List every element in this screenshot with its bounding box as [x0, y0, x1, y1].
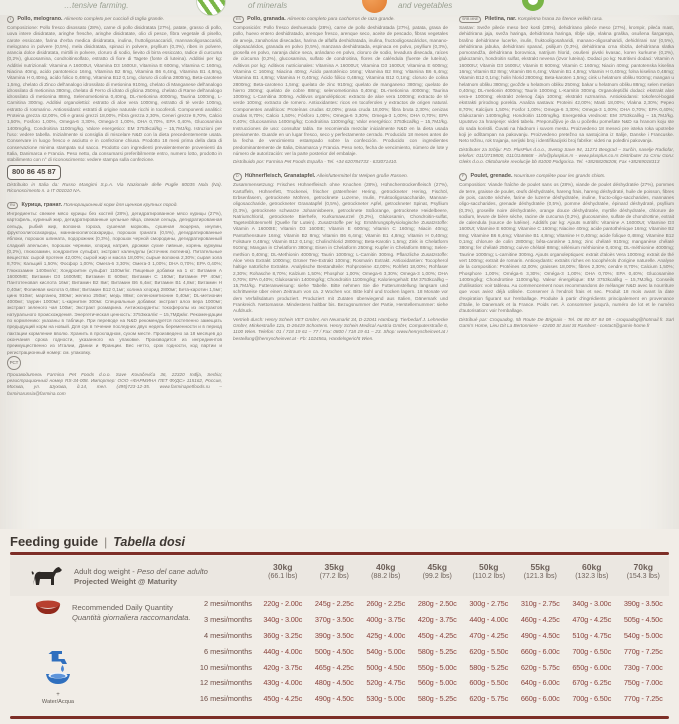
quantity-cell: 620g - 5.75c — [520, 662, 560, 672]
weight-column-header — [618, 556, 670, 596]
quantity-cell: 660g - 6.00c — [520, 646, 560, 656]
lang-tag-it: I — [7, 16, 14, 23]
lang-tag-fr: F — [459, 173, 467, 180]
product-name-de: Hühnerfleisch, Granatapfel. — [244, 173, 316, 180]
lbs-value: (88.2 lbs) — [371, 573, 401, 580]
front-text-fragment: of minerals — [248, 1, 288, 10]
quantity-cell: 460g - 4.25c — [520, 615, 560, 625]
pct-certification-icon: РСТ — [7, 356, 21, 370]
lbs-value: (110.2 lbs) — [472, 573, 506, 580]
age-label: 6 mesi/months — [203, 646, 252, 656]
quantity-cell: 670g - 6.25c — [572, 678, 612, 688]
quantity-cell: 560g - 5.00c — [417, 678, 457, 688]
product-subtitle-de: Alleinfuttermittel für Welpen große Rassen. — [316, 174, 408, 180]
quantity-cell: 505g - 4.50c — [623, 615, 663, 625]
lbs-value: (77.2 lbs) — [319, 573, 349, 580]
quantity-cell: 580g - 5.25c — [469, 662, 509, 672]
food-bowl-icon — [34, 599, 62, 621]
feeding-table — [10, 556, 669, 707]
product-subtitle-sr: Kompletna hrana za štence velikih rasa. — [517, 17, 603, 22]
lang-tag-sr: SRB MNE — [459, 16, 481, 23]
lang-tag-es: ES — [233, 16, 244, 23]
lang-block-german — [233, 173, 448, 341]
age-label: 2 mesi/months — [203, 599, 252, 609]
quantity-cell: 530g - 5.00c — [366, 694, 406, 704]
weight-column-header — [257, 556, 309, 596]
divider-rule-bottom — [10, 716, 669, 719]
front-text-fragment: …tensive farming. — [64, 1, 129, 10]
quantity-cell: 500g - 4.50c — [366, 662, 406, 672]
quantity-cell: 245g - 2.25c — [314, 599, 354, 609]
quantity-cell: 310g - 2.75c — [520, 599, 560, 609]
quantity-cell: 440g - 4.00c — [263, 646, 303, 656]
distributor-sr: Distributer za Srbiju: P.D. PlusPlus d.o.o., Svetog Save 94, 11271 Beograd – Surčin, naselje Radiofar, telefon: 011/3719800, 011/3148668 - info@plusplus.rs - www.plusplus.co.rs Distributer za Crnu Goru: Gleks d.o.o. Oktobarske revolucije bb 81000 Podgorica. Tel. +38268208208, Fax +38269018313 — [459, 146, 674, 165]
weight-column-header — [515, 556, 567, 596]
weight-column-header — [463, 556, 515, 596]
lbs-value: (154.3 lbs) — [626, 573, 660, 580]
toll-free-phone-badge: 800 86 45 87 — [7, 165, 61, 179]
recommended-quantity-en: Recommended Daily Quantity — [72, 603, 173, 612]
quantity-cell: 360g - 3.25c — [263, 630, 303, 640]
quantity-cell: 520g - 4.75c — [366, 678, 406, 688]
ingredients-text-it: Composizione: Pollo fresco disossato (28%), carne di pollo disidratata (27%), patate, grasso di pollo, uova intere disidratate, aringhe fresche, aringhe disidratate, olio di pesce, fibra vegetale di pisello, carote essiccate, farina d'erba medica disidratata, inulina, fruttoligosaccaridi, mannanoligosaccaridi, melograno in polvere (0,5%), mela disidratata, spinaci in polvere, psyllium (0,3%), ribes in polvere, arancia dolce disidratata, mirtilli in polvere, cloruro di sodio, lievito di birra essiccato, radice di curcuma (0,2%), glucosamina, condroitinsolfato, estratto di fiore di Tagete (fonte di luteina). Additivi per kg: Additivi nutrizionali: Vitamina A 16000UI, Vitamina D3 1600UI, Vitamina E 600mg, Vitamina C 160mg, Niacina 40mg, acido pantotenico 16mg, Vitamina B2 8mg, Vitamina B6 6,4mg, Vitamina B1 4,8mg, Vitamina H 0,40mg, acido folico 0,48mg, Vitamina B12 0,1mg, cloruro di colina 2800mg, Beta-carotene 1,5mg, chelato di Zinco dell'analogo idrossilato di metionina 910mg, chelato di Manganese dell'analogo idrossilato di metionina 380mg, chelato di Ferro di idrato di glicina 250mg, chelato di Rame dell'analogo idrossilato di metionina 88mg, Selenometionina 0,40mg, DL-metionina 4000mg, Taurina 1000mg, L-Carnitina 300mg. Additivi organolettici: estratto di aloe vera 1000mg, estratto di tè verde 100mg, estratto di rosmarino. Antiossidanti: estratti di origine naturale ricchi in tocoferoli. Componenti analitici: Proteina grezza 42,00%, Oli e grassi grezzi 18,00%, Fibra grezza 2,30%, Ceneri grezze 8,70%, Calcio 1,50%, Fosforo 1,00%, Omega-6 3,30%, Omega-3 1,00%, DHA 0,70%, EPA 0,40%, Glucosamina 1400mg/kg, Condroitina 1100mg/kg. Valore energetico: EM 3753kcal/kg – 15,7MJ/kg. Istruzioni per l'uso: vedere tabella. Inizialmente si consiglia di miscelare N&D con la dieta precedentemente usata. Conservare in luogo fresco e asciutto e in confezione chiusa. Prodotto 18 mesi prima della data di conservazione minima stampata sul sacco. Prodotto con ingredienti prevalentemente provenienti da Italia, Danimarca e Francia. Peso netto, da consumarsi preferibilmente entro, numero lotto, prodotto in stabilimento con n° di riconoscimento: vedere stampa sulla confezione. — [7, 24, 222, 163]
quantity-cell: 550g - 5.00c — [417, 662, 457, 672]
lang-tag-ru: RU — [7, 202, 18, 209]
product-subtitle-it: Alimento completo per cuccioli di taglia grande. — [63, 17, 165, 22]
kg-value: 35kg — [324, 562, 345, 572]
distributor-it: Distribuito in Italia da: Russo Mangimi S.p.A. Via Nazionale delle Puglie 80035 Nola (Na). Riconoscimento n. a IT 001010 NA. — [7, 181, 222, 193]
distributor-de: Vertrieb durch: Henry Schein VET GmbH, Am Neumarkt 34, D-22041 Hamburg. Tierbedarf J. Lehnecke GmbH, Minkestraße 12a, D-26419 Schortens. Henry Schein Medical Austria GmbH, Computerstraße 6, 1100 Wien. Telefon: 01 / 718 19 61 – 77 / Fax: 0800 / 718 19 61 – 23. Shop: www.henryscheinvet.at / bestellung@henryscheinvet.at · Fb: 102456a, Handelsgericht Wien. — [233, 316, 448, 341]
quantity-cell: 620g - 5.75c — [469, 694, 509, 704]
quantity-cell: 420g - 3.75c — [417, 615, 457, 625]
quantity-cell: 580g - 5.25c — [417, 694, 457, 704]
quantity-cell: 440g - 4.00c — [469, 615, 509, 625]
kg-value: 55kg — [530, 562, 551, 572]
column-2 — [233, 16, 448, 529]
kg-value: 40kg — [375, 562, 396, 572]
quantity-cell: 280g - 2.50c — [417, 599, 457, 609]
quantity-cell: 470g - 4.25c — [469, 630, 509, 640]
weight-header-labels — [74, 567, 208, 586]
lbs-value: (99.2 lbs) — [422, 573, 452, 580]
quantity-cell: 450g - 4.25c — [263, 694, 303, 704]
quantity-cell: 750g - 7.00c — [623, 678, 663, 688]
quantity-cell: 470g - 4.25c — [572, 615, 612, 625]
quantity-cell: 540g - 5.00c — [366, 646, 406, 656]
lang-block-russian — [7, 202, 222, 397]
product-name-sr: Piletina, nar. — [484, 16, 517, 22]
ingredients-text-de: Zusammensetzung: Frisches Hühnerfleisch ohne Knochen (28%), Hühnchentrockenfleisch (27%), Kartoffeln, Hühnerfett, Trockenei, frischer grätenfreier Hering, getrockneter Hering, Fischöl, Erbsenfasern, getrocknete Möhren, getrocknete Luzerne, Inulin, Fruktooligosaccharide, Mannan-oligosaccharide, getrockneter Granatapfel (0,5%), getrockneter Apfel, getrockneter Spinat, Psyllium (0,3%), getrocknete schwarze Johannisbeere, getrocknete Süßorange, getrocknete Heidelbeere, Natriumchlorid, getrocknete Bierhefe, Kurkumawurzel (0,2%), Glukosamin, Chondroitin-sulfat, Tagetesblütenmehl (Quelle für Lutein). Zusatzstoffe per kg: Ernährungsphysiologische Zusatzstoffe: Vitamin A 16000IE; Vitamin D3 1600IE; Vitamin E 600mg; Vitamin C 160mg; Niacin 40mg; Pantothensäure 16mg; Vitamin B2 8mg; Vitamin B6 6,4mg; Vitamin B1 4,8mg; Vitamin H 0,40mg; Folsäure 0,48mg; Vitamin B12 0,1mg; Cholinchlorid 2800mg; Beta-Karotin 1,5mg; Zink in Chelatform 910mg; Mangan in Chelatform 380mg; Eisen in Chelatform 250mg; Kupfer in Chelatform 88mg; Selen-methion 0,40mg; DL-Methionin 4000mg; Taurin 1000mg; L-Carnitin 300mg. Pflanzliche Zusatzstoffe: Aloe Vera Extrakt 1000mg; Grüner Tee-Extrakt 100mg; Rosmarin Extrakt. Antioxidantien: Tocopherol haltige natürliche Extrakte. Analytische Bestandteile: Rohproteine 42,00%; Rohfett 18,00%; Rohfaser 2,30%; Rohasche 8,70%; Kalzium 1,50%; Phosphor 1,00%; Omega-6 3,30%; Omega-3 1,00%; DHA 0,70%; EPA 0,40%; Glukosamin 1400mg/kg; Chondroitin 1100mg/kg; Kaloriengehalt: EM 3753kcal/kg – 15,7MJ/kg. Futteranweisung: siehe Tabelle. Bitte nehmen Sie die Futterumstellung langsam und schrittweise über einen Zeitraum von ca. 2 Wochen vor. Bitte kühl und trocken lagern. 18 Monate vor dem Verfallsdatum produziert. Produziert mit Zutaten überwiegend aus Italien, Dänemark und Frankreich. Nettomasse. Mindestens haltbar bis. Bezugsnummer der Partie, Herstellernummer: siehe Aufdruck. — [233, 182, 448, 314]
kg-value: 60kg — [581, 562, 602, 572]
quantity-cell: 220g - 2.00c — [263, 599, 303, 609]
plus-sign: + — [56, 692, 60, 698]
kg-value: 45kg — [427, 562, 448, 572]
quantity-cell: 340g - 3.00c — [263, 615, 303, 625]
quantity-cell: 490g - 4.50c — [520, 630, 560, 640]
kg-value: 30kg — [272, 562, 293, 572]
weight-column-header — [412, 556, 464, 596]
weight-column-header — [566, 556, 618, 596]
dog-silhouette-icon — [30, 563, 66, 589]
adult-weight-label — [74, 567, 208, 576]
distributor-es: Distribuido por: Farmina Pet Foods España - Tel. +34 620784733 - 633071410. — [233, 159, 398, 165]
quantity-cell: 400g - 3.75c — [366, 615, 406, 625]
column-3 — [459, 16, 674, 529]
age-label: 3 mesi/months — [203, 615, 252, 625]
lang-block-italian — [7, 16, 222, 194]
product-name-fr: Poulet, grenade. — [470, 173, 513, 180]
striped-ball-icon — [196, 0, 226, 16]
quantity-cell: 700g - 6.50c — [572, 646, 612, 656]
product-subtitle-fr: Nourriture complète pour les grands chiots. — [513, 174, 606, 180]
adult-weight-it: Peso del cane adulto — [136, 566, 208, 576]
water-tap-icon — [38, 650, 78, 705]
lang-block-french — [459, 173, 674, 329]
recommended-quantity-label — [72, 603, 191, 623]
quantity-cell: 300g - 2.75c — [469, 599, 509, 609]
quantity-cell: 600g - 5.50c — [469, 678, 509, 688]
orange-fruit-icon — [362, 0, 387, 13]
lbs-value: (132.3 lbs) — [575, 573, 609, 580]
green-circle-icon — [522, 0, 544, 11]
quantity-cell: 260g - 2.25c — [366, 599, 406, 609]
manufacturer-ru: Производитель Farmina Pet Foods d.o.o. Save Kovačevića 36, 22320 Inđija, Serbia; регистрационный номер RS-34-008. Импортер: ООО «ФАРМИНА ПЕТ ФУДС» 115162, Россия, Москва, ул. Шухова, д.14, тел. (495)723-12-35. www.farminapetfoods.ru – farminarussia@farmina.com — [7, 371, 222, 396]
quantity-cell: 640g - 6.00c — [520, 678, 560, 688]
kg-value: 70kg — [633, 562, 654, 572]
distributor-fr: Distribué par: Croquadog, 5b Route De Brignais - Tel. 06 80 87 84 08 - croquadog@hotmail.fr. Sarl Gami's Home, Lieu Dit La Bertonniere - 42400 St Just St Rambert - contact@gamis-home.fr — [459, 316, 674, 328]
divider-rule-top — [10, 552, 669, 555]
age-label: 10 mesi/months — [199, 662, 252, 672]
feeding-left-rail — [10, 596, 195, 707]
lang-block-serbian — [459, 16, 674, 165]
ingredients-text-es: Composición: Pollo fresco deshuesado (28%), carne de pollo deshidratada (27%), patata, grasa de pollo, huevo entero deshidratado, arenque fresco, arenque seco, aceite de pescado, fibras vegetales de arveja, zanahorias disecadas, harina de alfalfa deshidratada, inulina, fructooligosacáridos, manano-oligosacáridos, granada en polvo (0,5%), manzana deshidratada, espinaca en polvo, psyllium (0,3%), grosella en polvo, naranja dulce seca, arándano en polvo, cloruro de sodio, levadura disecada, raíces de cúrcuma (0,2%), glucosamina, sulfato de condroitina, flores de caléndula (fuente de luteína). Aditivos por kg: Aditivos nutricionales: Vitamina A 16000UI; Vitamina D3 1600UI; Vitamina E 600mg; Vitamina C 160mg; Niacina 40mg; Ácido pantoténico 16mg; Vitamina B2 8mg; Vitamina B6 6,4mg; Vitamina B1 4,8mg; Vitamina H 0,40mg; Ácido fólico 0,48mg; Vitamina B12 0,1mg; cloruro de colina 2800mg; Beta-caroteno 1,5mg; quelato de zinc 910mg; quelato de manganeso 380mg; quelato de hierro 250mg; quelato de cobre 88mg; selenometionina 0,40mg; DL-metionina 4000mg; Taurina 1000mg; L-Carnitina 300mg. Aditivos organolépticos: extracto de aloe vera 1000mg; extracto de té verde 100mg; extracto de romero. Antioxidantes: ricos en tocoferoles y extractos de origen natural. Componentes analíticos: Proteínas crudas 42,00%; grasa cruda 18,00%; fibra bruta 2,30%; cenizas crudas 8,70%; Calcio 1,50%; Fósforo 1,00%; Omega-6 3,30%; Omega-3 1,00%; DHA 0,70%; EPA 0,40%; Glucosamina 1400mg/kg; Condroitina 1100mg/kg; Valor energético: 3753kcal/kg – 15,7MJ/kg. Instrucciones de uso: consultar tabla. Se recomienda mezclar inicialmente N&D en la dieta usada previamente. Guarde en un lugar fresco, seco y perfectamente cerrado. Producido 18 meses antes de la fecha de vencimiento estampado sobre la confección. Producido con ingredientes predominantemente de Italia, Dinamarca y Francia. Peso neto, fecha de vencimiento, número de lote y número de autorización: ver la parte posterior del embalaje. — [233, 24, 448, 156]
quantity-cell: 430g - 4.00c — [263, 678, 303, 688]
quantity-cell: 490g - 4.50c — [314, 694, 354, 704]
weight-header-cell — [10, 556, 257, 596]
front-text-fragment: and vegetables — [398, 1, 453, 10]
quantity-cell: 540g - 5.00c — [623, 630, 663, 640]
front-panel-edge — [0, 0, 679, 15]
quantity-cell: 500g - 4.50c — [314, 646, 354, 656]
lbs-value: (66.1 lbs) — [268, 573, 298, 580]
feeding-guide-title-it: Tabella dosi — [113, 535, 186, 549]
quantity-cell: 660g - 6.00c — [520, 694, 560, 704]
title-separator: | — [104, 535, 108, 549]
product-name-it: Pollo, melograno. — [17, 16, 63, 22]
lbs-value: (121.3 lbs) — [523, 573, 557, 580]
quantity-cell: 730g - 7.00c — [623, 662, 663, 672]
quantity-cell: 420g - 3.75c — [263, 662, 303, 672]
adult-weight-en: Adult dog weight - — [74, 566, 137, 576]
quantity-cell: 390g - 3.50c — [623, 599, 663, 609]
quantity-cell: 340g - 3.00c — [572, 599, 612, 609]
quantity-cell: 620g - 5.50c — [469, 646, 509, 656]
quantity-cell: 770g - 7.25c — [623, 646, 663, 656]
product-subtitle-ru: Полнорационный корм для щенков крупных пород. — [63, 203, 178, 209]
feeding-guide-title-en: Feeding guide — [10, 534, 99, 549]
quantity-cell: 700g - 6.50c — [572, 694, 612, 704]
product-subtitle-es: Alimento completo para cachorros de raza grande. — [287, 17, 395, 22]
quantity-cell: 425g - 4.00c — [366, 630, 406, 640]
age-label: 16 mesi/months — [199, 694, 252, 704]
quantity-cell: 390g - 3.50c — [314, 630, 354, 640]
feeding-guide-title — [10, 534, 669, 549]
ingredients-columns — [7, 16, 674, 529]
age-label: 4 mesi/months — [203, 630, 252, 640]
quantity-cell: 450g - 4.25c — [417, 630, 457, 640]
quantity-cell: 510g - 4.75c — [572, 630, 612, 640]
water-label: Water/Acqua — [41, 699, 75, 705]
weight-column-header — [309, 556, 361, 596]
feeding-guide-section — [0, 529, 679, 724]
quantity-cell: 770g - 7.25c — [623, 694, 663, 704]
weight-column-header — [360, 556, 412, 596]
quantity-cell: 465g - 4.25c — [314, 662, 354, 672]
lang-tag-de: D — [233, 173, 242, 180]
product-name-ru: Курица, гранат. — [21, 202, 63, 209]
ingredients-text-fr: Composition: Viande fraîche de poulet sans os (28%), viande de poulet déshydratée (27%), pommes de terre, graisse de poulet, œufs déshydratés, hareng frais, hareng déshydraté, huile de poisson, fibres de pois, carotte séchée, farine de luzerne déshydratée, inuline, fructo-oligo-saccharides, mannanes oligo-saccharides, grenade déshydratée (0,5%), pomme déshydratée, épinard déshydraté, psyllium (0,3%), groseille noire déshydratée, orange douce déshydratée, myrtille déshydratée, chlorure de sodium, levure de bière sèche, racine de curcuma (0,2%), glucosamine, sulfate de chondroïtine, extrait de calendula (source de lutéine). Additifs par kg: Ajouts nutritifs: Vitamine A 16000UI; Vitamine D3 1600UI; Vitamine E 600mg; Vitamine C 160mg; Niacine 40mg; acide pantothénique 16mg; Vitamine B2 8mg; Vitamine B6 6,4mg; Vitamine B1 4,8mg; Vitamine H 0,40mg; acide folique 0,48mg; Vitamine B12 0,1mg; chlorure de colin 2800mg; bêta-carotène 1,5mg; zinc chélaté 910mg; manganèse chélaté 380mg; fer chélaté 250mg; cuivre chélaté 88mg; sélénium méthionine 0,40mg; DL-méthionine 4000mg; Taurine 1000mg; L-carnitine 300mg. Ajouts organoleptiques: extrait d'aloès Vera 1000mg; extrait de thé vert 100mg; extrait de romarin. Antioxydants: extraits riches en tocophérols d'origine naturelle. Analyse de la composition: Protéines 42,00%; graisses 18,00%; fibres 2,30%; cendre 8,70%; Calcium 1,50%; Phosphore 1,00%; Oméga-6 3,30%; Oméga-3 1,00%; DHA 0,70%; EPA 0,40%; Glucosamine 1400mg/kg; Chondroïtine 1100mg/kg. Valeur énergétique: EM 3753kcal/kg – 15,7MJ/kg. Conseils d'utilisation: voir tableau. Au commencement nous recommandons de mélanger N&D avec la nourriture que vous aviez déjà utilisée. Conserver à l'endroit frais et sec. Produit 18 mois avant la date d'expiration figurant sur l'emballage. Produite à partir d'ingrédients principalement en provenance d'Italie, le Danemark et la France. Poids net. À consommer jusqu'à, numéro de lot et le numéro d'autorisation: voir l'emballage. — [459, 182, 674, 314]
projected-weight-label: Projected Weight @ Maturity — [74, 576, 178, 586]
quantity-cell: 650g - 6.00c — [572, 662, 612, 672]
lang-block-spanish — [233, 16, 448, 165]
product-name-es: Pollo, granada. — [247, 16, 286, 22]
quantity-cell: 480g - 4.50c — [314, 678, 354, 688]
kg-value: 50kg — [478, 562, 499, 572]
recommended-quantity-it: Quantità giornaliera raccomandata. — [72, 612, 191, 622]
column-1 — [7, 16, 222, 529]
quantity-cell: 370g - 3.50c — [314, 615, 354, 625]
ingredients-text-ru: Ингредиенты: свежее мясо курицы без костей (28%), дегидратированное мясо курицы (27%), картофель, куриный жир, дегидратированные цельные яйца, свежая сельдь, дегидратированная сельдь, рыбий жир, волокна гороха, сушеная морковь, сушеная люцерна, инулин, фруктоолигосахариды, маннаноолигосахариды, порошок граната (0,5%), дегидратированные яблоки, порошок шпината, подорожник (0,3%), порошок черной смородины, дегидратированный сладкий апельсин, порошок черники, хлорид натрия, дрожжи сухие пивные, корень куркумы (0,2%), глюкозамин, хондроитин сульфат, экстракт календулы (источник лютеина). Питательные вещества: сырой протеин 42,00%; сырой жир и масла 18,00%; сырые волокна 2,30%; сырая зола 8,70%; Кальций 1,50%; Фосфор 1,00%; Омега-6 3,30%; Омега-3 1,00%; DHA 0,70%; EPA 0,40%; Глюкозамин 1400мг/кг; Хондроитин сульфат 1100мг/кг. Пищевые добавки на 1 кг: Витамин А 16000МЕ; Витамин D3 1600МЕ; Витамин Е 600мг; Витамин С 160мг; Витамин РР 40мг; Пантотеновая кислота 16мг; Витамин В2 8мг; Витамин В6 6,4мг; Витамин В1 4,8мг; Витамин Н 0,40мг; Фолиевая кислота 0,48мг; Витамин В12 0,1мг; холина хлорид 2800мг; Бета-каротин 1,5мг; цинк 910мг; марганец 380мг; железо 250мг; медь 88мг; селенометионин 0,40мг; DL-метионин 4000мг; таурин 1000мг; L-карнитин 300мг. Специальные добавки: экстракт алоэ вера 1000мг; экстракт зеленого чая 100мг; Экстракт розмарина. Антиоксиданты: токоферолы из экстрактов натурального происхождения. Энергетическая ценность: 3753ккал/кг – 15,7МДж/кг. Рекомендации по кормлению: указаны в таблице. При переводе на N&D рекомендуется постепенно замещать предыдущий корм на новый. Для сук в течение последних двух недель беременности и в период лактации кормление вволю. Хранить в прохладном, сухом месте. Произведено за 18 месяцев до окончания срока годности, указанного на упаковке. Производится из ингредиентов преимущественно из Италии, Дании и Франции. Вес нетто, срок годности, код партии и регистрационный номер: см. упаковку. — [7, 211, 222, 355]
quantity-cell: 580g - 5.25c — [417, 646, 457, 656]
ingredients-text-sr: Sastav: Sveže pileće meso bez kosti (28%), dehidrirano pileće meso (27%), krompir, pileća mast, dehidrirana jaja, sveža haringa, dehidrirana haringa, riblje ulje, vlakna graška, osušena šargarepa, brašno dehidrirane lucerke, inulin, fruktooligosaharidi, manano-oligosaharidi, dehidrirani nar (0,5%), dehidrirana jabuka, dehidrirani spanać, psilijum (0,3%), dehidrirana crna ribizla, dehidrirana slatka pomorandža, dehidrirana borovnica, natrijum hlorid, osušeni pivski kvasac, koren kurkume (0,2%), glukozamin, hondroitin sulfat, ekstrakt nevena (izvor luteina). Dodaci po kg: Nutritivni dodaci: Vitamin A 16000IU; Vitamin D3 1600IU; Vitamin E 600mg; Vitamin C 160mg; Niacin 40mg; pantotenska kiselina 16mg; Vitamin B2 8mg; Vitamin B6 6,4mg; Vitamin B1 4,8mg; Vitamin H 0,40mg; folna kiselina 0,48mg; Vitamin B12 0,1mg; holin hlorid 2800mg; Beta-karoten 1,5mg; cink u helatnom obliku 910mg; mangan u helatnom obliku 380mg; gvožđe u helatnom obliku 250mg; bakar u helatnom obliku 88mg; selen metion 0,40mg; DL-metionin 4000mg; Taurin 1000mg; L-Karnitin 300mg. Organoleptički dodaci: ekstrakt aloe vera-e 1000mg; ekstrakt zelenog čaja 100mg; ekstrakt ruzmarina. Antioksidansi: tokoferol-bogati ekstrakti prirodnog porekla. Analiza sastava: Proteini 42,00%; Masti 18,00%; Vlakna 2,30%; Pepeo 8,70%; Kalcijum 1,50%; Fosfor 1,00%; Omega-6 3,30%; Omega-3 1,00%; DHA 0,70%; EPA 0,40%; Glukozamin 1400mg/kg; Hondroitin 1100mg/kg. Energetska vrednost: EM 3753kcal/kg – 15,7MJ/kg. Uputstvo za hranjenje: videti tabelu. Preporučljivo je da u početku pomešate N&D sa hranom koju ste do sada koristili. Čuvati na hladnom i suvom mestu. Proizvedeno 18 meseci pre isteka roka upotrebe koji je odštampan na pakovanju. Proizvedeno pretežno sa sastojcima iz Italije, Danske i Francuske. Neto težinu, rok trajanja, serijski broj i identifikacijski broj fabrike: videti na poleđini pakovanja. — [459, 24, 674, 144]
age-label: 12 mesi/months — [199, 678, 252, 688]
